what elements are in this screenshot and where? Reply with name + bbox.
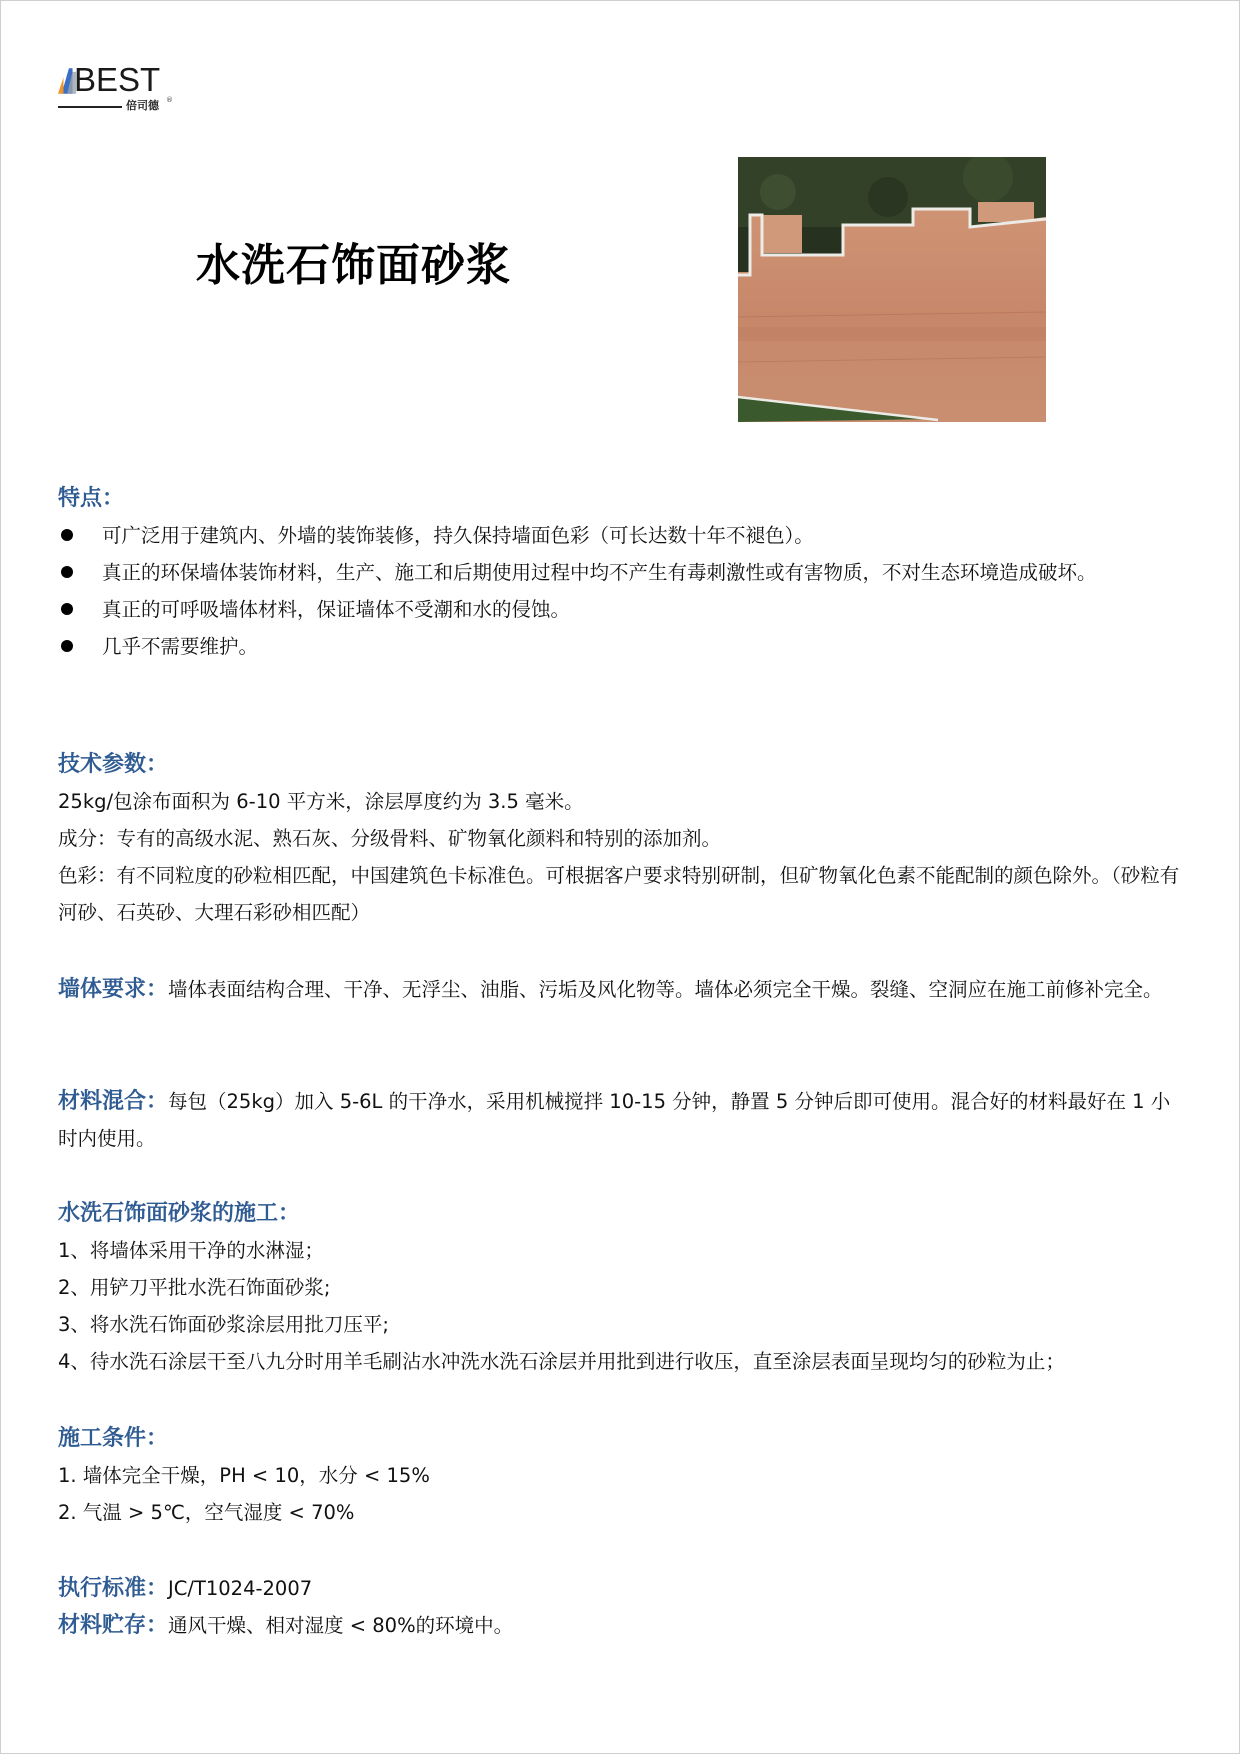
bullet-icon bbox=[61, 640, 73, 652]
features-list bbox=[58, 517, 1188, 665]
construction-step: 1、将墙体采用干净的水淋湿； bbox=[58, 1239, 324, 1262]
storage-line bbox=[58, 1607, 1188, 1644]
standard-text: JC/T1024-2007 bbox=[168, 1577, 313, 1600]
standard-label: 执行标准： bbox=[58, 1576, 169, 1601]
storage-label: 材料贮存： bbox=[58, 1613, 169, 1638]
bullet-icon bbox=[61, 566, 73, 578]
construction-step: 3、将水洗石饰面砂浆涂层用批刀压平; bbox=[58, 1313, 389, 1336]
features-heading: 特点： bbox=[58, 486, 125, 511]
brand-logo bbox=[58, 61, 178, 112]
feature-item bbox=[58, 628, 1188, 665]
bullet-icon bbox=[61, 603, 73, 615]
wall-requirements-label: 墙体要求： bbox=[58, 977, 169, 1002]
construction-section bbox=[58, 1195, 1188, 1380]
feature-text: 可广泛用于建筑内、外墙的装饰装修，持久保持墙面色彩（可长达数十年不褪色）。 bbox=[102, 524, 814, 547]
condition-item: 2. 气温 > 5℃，空气湿度 < 70% bbox=[58, 1501, 355, 1524]
bullet-icon bbox=[61, 529, 73, 541]
standard-line bbox=[58, 1570, 1188, 1607]
feature-text: 真正的可呼吸墙体材料，保证墙体不受潮和水的侵蚀。 bbox=[102, 598, 571, 621]
tech-param-line: 成分：专有的高级水泥、熟石灰、分级骨料、矿物氧化颜料和特别的添加剂。 bbox=[58, 827, 722, 850]
feature-text: 几乎不需要维护。 bbox=[102, 635, 259, 658]
construction-step: 4、待水洗石涂层干至八九分时用羊毛刷沾水冲洗水洗石涂层并用批到进行收压，直至涂层表面呈现均匀的砂粒为止； bbox=[58, 1350, 1065, 1373]
storage-text: 通风干燥、相对湿度 < 80%的环境中。 bbox=[168, 1614, 514, 1637]
conditions-section bbox=[58, 1420, 1188, 1531]
standard-section bbox=[58, 1570, 1188, 1644]
condition-item: 1. 墙体完全干燥，PH < 10，水分 < 15% bbox=[58, 1464, 430, 1487]
conditions-heading: 施工条件： bbox=[58, 1426, 169, 1451]
tech-params-heading: 技术参数： bbox=[58, 752, 169, 777]
feature-item bbox=[58, 517, 1188, 554]
feature-item bbox=[58, 591, 1188, 628]
page-title: 水洗石饰面砂浆 bbox=[196, 240, 511, 291]
tech-params-section bbox=[58, 746, 1188, 931]
wall-requirements-text: 墙体表面结构合理、干净、无浮尘、油脂、污垢及风化物等。墙体必须完全干燥。裂缝、空洞应在施工前修补完全。 bbox=[168, 978, 1163, 1001]
mixing-label: 材料混合： bbox=[58, 1089, 169, 1114]
features-section bbox=[58, 480, 1188, 665]
tech-param-line: 色彩：有不同粒度的砂粒相匹配，中国建筑色卡标准色。可根据客户要求特别研制，但矿物氧化色素不能配制的颜色除外。（砂粒有河砂、石英砂、大理石彩砂相匹配） bbox=[58, 864, 1180, 924]
construction-heading: 水洗石饰面砂浆的施工： bbox=[58, 1201, 301, 1226]
feature-item bbox=[58, 554, 1188, 591]
wall-photo-image bbox=[738, 157, 1046, 422]
construction-step: 2、用铲刀平批水洗石饰面砂浆; bbox=[58, 1276, 331, 1299]
logo-brand-cn: 倍司德 bbox=[126, 99, 159, 112]
tech-param-line: 25kg/包涂布面积为 6-10 平方米，涂层厚度约为 3.5 毫米。 bbox=[58, 790, 584, 813]
mixing-text: 每包（25kg）加入 5-6L 的干净水，采用机械搅拌 10-15 分钟，静置 5 分钟后即可使用。混合好的材料最好在 1 小时内使用。 bbox=[58, 1090, 1171, 1150]
mixing-section bbox=[58, 1083, 1188, 1157]
wall-requirements-section bbox=[58, 971, 1188, 1008]
logo-rule bbox=[58, 106, 122, 108]
product-photo bbox=[738, 157, 1046, 422]
feature-text: 真正的环保墙体装饰材料，生产、施工和后期使用过程中均不产生有毒刺激性或有害物质，不对生态环境造成破坏。 bbox=[102, 561, 1097, 584]
registered-mark: ® bbox=[166, 96, 173, 104]
logo-brand-text: BEST bbox=[74, 61, 161, 98]
